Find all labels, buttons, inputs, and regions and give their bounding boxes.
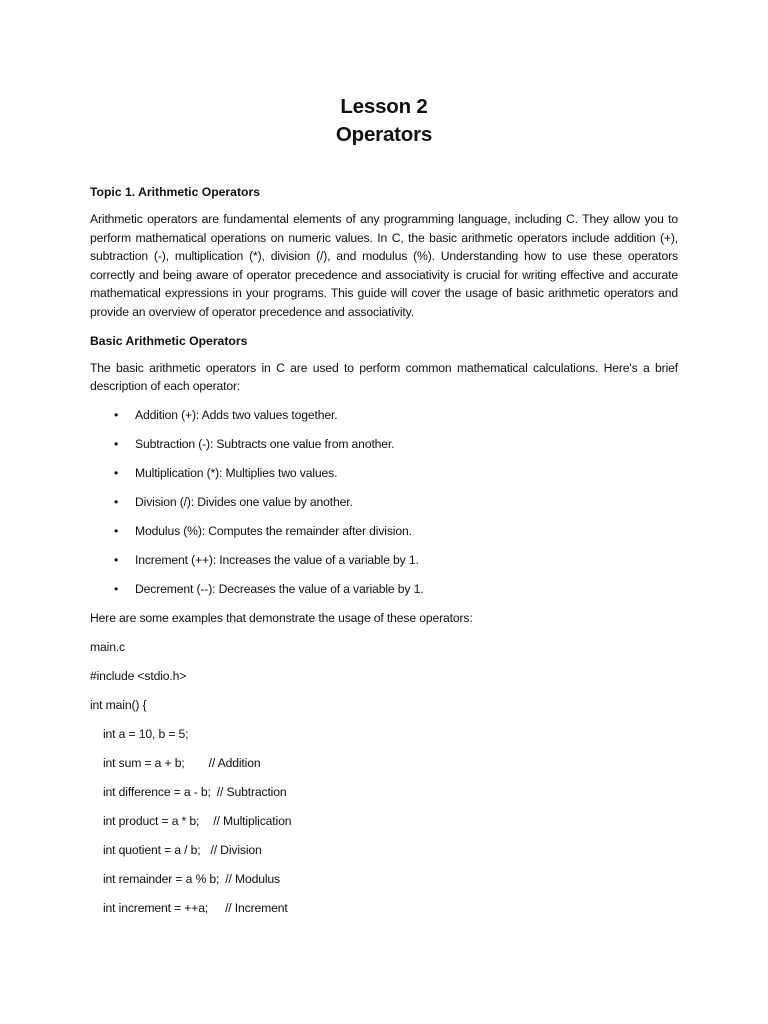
bullet-icon: •	[114, 523, 119, 538]
lesson-name: Operators	[335, 123, 433, 146]
bullet-icon: •	[114, 581, 119, 596]
intro-paragraph: Arithmetic operators are fundamental elements of any programming language, including C. They allow you to perform mathematical operations on numeric values. In C, the basic arithmetic operators include addition (+), subtraction (-), multiplication (*), division (/), and modulus (%). Understanding how to use these operators correctly and being aware of operator precedence and associativity is crucial for writing effective and accurate mathematical expressions in your programs. This guide will cover the usage of basic arithmetic operators and provide an overview of operator precedence and associativity.	[90, 212, 678, 319]
list-item: • Subtraction (-): Subtracts one value from another.	[114, 436, 395, 451]
lesson-number: Lesson 2	[340, 95, 428, 118]
list-item: • Decrement (--): Decreases the value of a variable by 1.	[114, 581, 424, 596]
basic-operators-paragraph: The basic arithmetic operators in C are used to perform common mathematical calculations. Here's a brief description of each operator:	[90, 360, 678, 394]
code-comment: // Subtraction	[216, 784, 287, 799]
topic-heading: Topic 1. Arithmetic Operators	[90, 185, 260, 199]
list-item: • Addition (+): Adds two values together.	[114, 407, 338, 422]
list-item: • Division (/): Divides one value by another.	[114, 494, 353, 509]
list-item: • Modulus (%): Computes the remainder after division.	[114, 523, 412, 538]
examples-intro: Here are some examples that demonstrate the usage of these operators:	[90, 610, 473, 625]
bullet-icon: •	[114, 465, 119, 480]
code-line: int remainder = a % b; // Modulus	[103, 871, 281, 886]
code-line: int increment = ++a; // Increment	[103, 900, 288, 915]
code-line: int difference = a - b; // Subtraction	[103, 784, 287, 799]
list-item: • Multiplication (*): Multiplies two values.	[114, 465, 338, 480]
operator-list	[90, 406, 678, 598]
code-line: int sum = a + b; // Addition	[103, 755, 261, 770]
lesson-title	[90, 0, 678, 149]
code-line: int product = a * b; // Multiplication	[103, 813, 292, 828]
code-comment: // Addition	[208, 755, 261, 770]
list-item: • Increment (++): Increases the value of a variable by 1.	[114, 552, 419, 567]
code-filename: main.c	[90, 639, 125, 654]
code-decl: int a = 10, b = 5;	[103, 726, 189, 741]
code-comment: // Division	[210, 842, 262, 857]
bullet-icon: •	[114, 552, 119, 567]
bullet-icon: •	[114, 436, 119, 451]
code-comment: // Multiplication	[213, 813, 292, 828]
basic-operators-heading: Basic Arithmetic Operators	[90, 333, 248, 348]
bullet-icon: •	[114, 407, 119, 422]
code-main-open: int main() {	[90, 697, 147, 712]
code-comment: // Modulus	[225, 871, 281, 886]
bullet-icon: •	[114, 494, 119, 509]
code-comment: // Increment	[225, 900, 288, 915]
code-line: int quotient = a / b; // Division	[103, 842, 262, 857]
code-include: #include <stdio.h>	[90, 668, 187, 683]
